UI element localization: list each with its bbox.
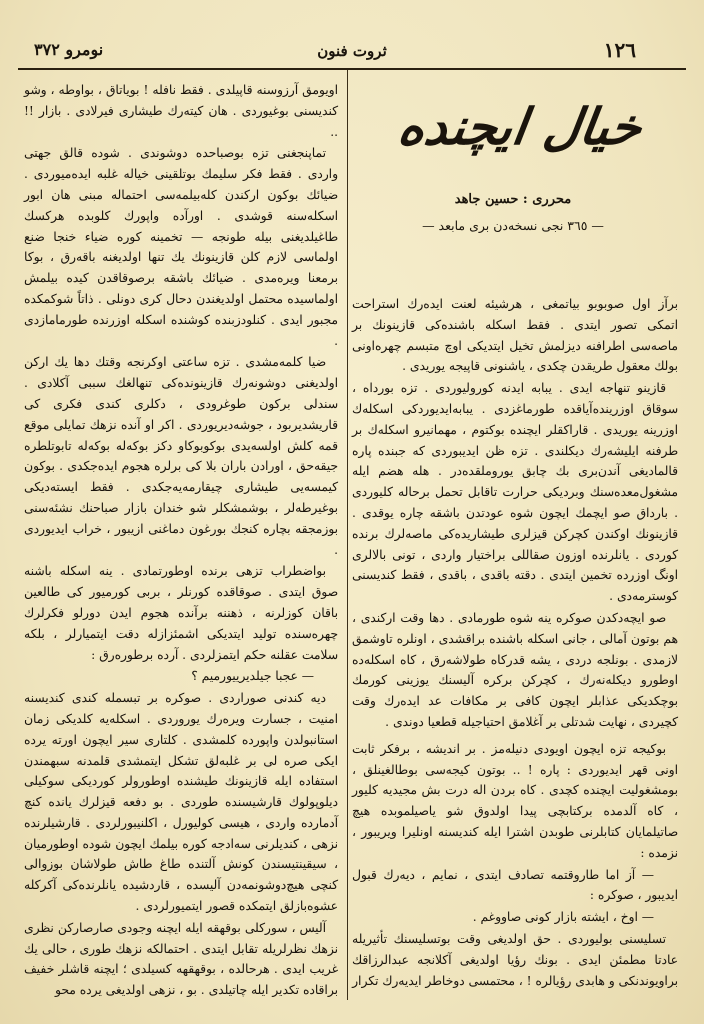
paragraph: اویومق آرزوسنه قاپیلدی . فقط نافله ! بویاتاق ، بواوطه ، وشو کندیسنی بوغیوردی . هان کیته‌رك طیشاری فیرلادی . بازار !! .. (24, 83, 338, 139)
article-heading (352, 80, 678, 294)
page-header (14, 36, 690, 66)
paragraph: تماپنجغنی تزه بوصباحده دوشوندی . شوده قالق جهتی واردی . فقط فکر سلیمك بوتلقینی خیاله غلبه ایده‌میوردی . ضیائك بوکون ارکندن کله‌بیلمه‌سی احتماله مبنی هان ابور اسکله‌سنه قوشدی . اورآده واپورك کلوبده هرکسك طاغیلدیغنی بیله طونجه — تخمینه کوره ضیاء خنجا ضنع اولماسی لازم کلن قازینونك یك تنها اولدیغنه باقه‌رق ، بوکا برمعنا ویره‌مدی . ضیائك باشقه برصوقاقدن کیده بیلمش اولماسیده محتمل اولدیغندن دحال کری دونلی . ذاتاً شوکمکده مجبور ایدی . کنلودزبنده کوشنده اسکله اوزرنده طورمامازدی . (24, 146, 338, 348)
dialogue-line: — آز اما طاروقتمه تصادف ایتدی ، نمایم ، دیه‌رك قبول ایدیبور ، صوکره : (352, 867, 678, 903)
right-column (352, 80, 678, 992)
paragraph: آلیس ، سورکلی بوقهقه ایله ایچنه وجودی صارصارکن نظری نزهك نظرلریله تقابل ایتدی . احتمالکه نزهك طوری ، حالی یك غریب ایدی . هرحالده ، بوقهقهه کسیلدی ؛ ایچنه قاشلر خفیف براقادە تکدیر ایله چاتیلدی . بو ، نزهی اولدیغی یرده محو (24, 920, 338, 998)
continuation-note: — ٣٦٥ نجی نسخه‌دن بری مابعد — (422, 218, 604, 233)
paragraph: برآز اول صوبوبو بیاتمغی ، هرشیئه لعنت ایده‌رك استراحت اتمکی تصور ایتدی . فقط اسکله باشنده‌کی قازینونك بر ماصه‌سی اطرافنه دیزلمش تخیل ایتدیکی اوچ متبسم چهره‌اونی بولك معقول طریقدن چکدی ، یاشنونی قاپیجه یوریدی . (352, 297, 678, 374)
paragraph: دیه کندنی صوراردی . صوکره بر تبسمله کندی کندیسنه امنیت ، جسارت ویره‌رك یوروردی . اسکله‌یه کلدیکی زمان استانبولدن واپورده کلمشدی . کلتاری سیر ایچون اورته یرده ایکی صره لی بر غلبه‌لق تشکل ایتمشدی قلمدنه سبهمندن استفاده ایله قازینونك طیشنده اوطورولر کوردیکی سوکیلی دیلوپولوك قارشیسنده طوردی . بو دفعه قیزلرك یانده کنچ آدمارده واردی ، هیسی کولیورل ، اکلنیبورلردی . قارشیلرنده نزهی ، کندیلرنی سه‌ادجه کوره بیلمك ایچون شوده اوطورمیان ، سیقینتیسندن کونش آلتنده طاغ طاش طولاشان بوزوالی کنچی هیچ‌دوشونمه‌دن آلیسده ، قاردشیده یانلرنده‌کی آکرکله عشوه‌بازلق ایتمکده قصور ایتمیورلردی . (24, 691, 338, 914)
article-author: محرری : حسین جاهد (454, 192, 572, 207)
column-divider (347, 70, 348, 1000)
dialogue-line: — عجبا جیلدیرییورمیم ؟ (191, 669, 314, 684)
paragraph: بواضطراب تزهی برنده اوطورتمادی . ینه اسکله باشنه صوق ایتدی . صوقاقده کورنلر ، بربی کورمیور کی طالعین باقان کوزلرنه ، ذهننه برآنده هجوم ایدن دورلو فکرلرك چهره‌سنده تولید ایتدیکی اشمئزازله دقت ایتمیارلر ، بلکه سلامت عقلنه حکم ایتمزلردی . آرده برطوره‌رق : (24, 564, 338, 662)
paragraph: قازینو تنهاجه ایدی . یبابه ایدنه کورولیوردی . تزه بورداه ، سوقاق اوزرینده‌آیاقده طورماغزدی . یبابه‌ایدیوردکی اسکله‌ك اوزرینه یوریدی . قاراکقلر ایچنده بوکتوم ، مهمانیرو اسکله‌ك بر طرفنه ایلیشه‌رك دیکلندی . تزه ظن ایدیبوردی که جبنده پاره قالمادیغی آندن‌بری بك چابق یوروملقده‌در . هله هضم ایله مشغول‌معده‌سنك وبردیکی حرارت تاقابل تحمل برحاله کلیوردی . بارداق صو ایچمك ایچون شوه عودتدن باشقه چاره یوقدی . قازینونك اوکندن کچرکن قیزلری طیشاریده‌کی ماصه‌لرك برنده کوردی . یانلرنده اوزون صقاللی براختیار واردی ، تونی بالالری اونگ اوزرده تخمین ایتدی . دقته باقدی ، باقدی ، فقط کندیسنی کوسترمه‌دی . (352, 381, 678, 604)
journal-name: ثروت فنون (317, 42, 387, 60)
article-title: خيال ايچنده (394, 97, 646, 156)
page-number: ١٢٦ (603, 38, 636, 62)
paragraph: ضیا کلمه‌مشدی . تزه ساعتی اوکرنجه وقتك دها یك ارکن اولدیغنی دوشونه‌رك قازینونده‌کی تنهالغك سببی آکلادی . سندلی برکون طوغرودی ، دکلری کندی فکری کی قاریشدیربود ، جوشه‌دیریوردی . اکر او آنده نزهك تمایلی موقع قمه کلش اولسه‌یدی بوکوبوکاو دکز بوکه‌له بوکه‌له تابوتلطره جیقه‌حق ، اورادن باران بلا کی برلره هجوم ایده‌جکدی . بوکون کیمسه‌یی طیشاری چیقارمه‌یه‌جکدی . فقط ایسته‌دیکی بوغیرطه‌لر ، بوشمشکلر شو خندان بازار صباحنك نشئه‌سنی بوزمجقه بچاره کنجك بورغون دماغنی ازیبور ، خراب ایدیوردی . (24, 355, 338, 557)
paragraph: بوکیجه تزه ایچون اویودی دنیله‌مز . بر اندیشه ، برفکر ثابت اونی قهر ایدیوردی : پاره ! .. بوتون کیجه‌سی بوطالغینلق ، بومشغولیت ایچنده کچدی . کاه بردن اله درت بش مجیدیه کلیور ، کاه آلدمده برکتابچی پیدا اولدوق شو یاصیلموبده هیچ صاتیلمایان کتابلرنی طوبدن اشترا ایله کندیسنه اونلیرا ویریبور ، نزمده : (352, 741, 678, 860)
header-rule (18, 68, 686, 70)
paragraph: تسلیسنی بولیوردی . حق اولدیغی وقت بوتسلیسنك تأثیریله عادتا مطمئن ایدی . بونك رؤیا اولدیغی آکلانجه عبدالرزاقك براویوندنکی و هابدی رؤیالره ! ، محتمسی دوخاطر ایدیه‌رك تکرار (352, 931, 678, 988)
dialogue-line: — اوخ ، ایشته بازار کونی صاووغم . (472, 910, 654, 925)
left-column (24, 80, 338, 1002)
issue-number: نومرو ٣٧٢ (34, 40, 104, 59)
paragraph: صو ایچه‌دکدن صوکره ینه شوه طورمادی . دها وقت ارکندی ، هم بوتون آمالی ، جانی اسکله باشنده براقشدی ، اونلره تاوشمق لازمدی . بونلجه دردی ، یشه قدرکاه طولاشه‌رق ، کاه اسکله‌ده اوطورو دیکله‌نه‌رك ، کچرکن برکره آلیسنك یوزینی کورمك بوچکدیکی عذابلر ایچون کافی بر مکافات عد ایده‌رك وقت کچیردی ، نهایت شدتلی بر آغلامق احتیاجیله قطعیا دوندی . (352, 610, 678, 729)
